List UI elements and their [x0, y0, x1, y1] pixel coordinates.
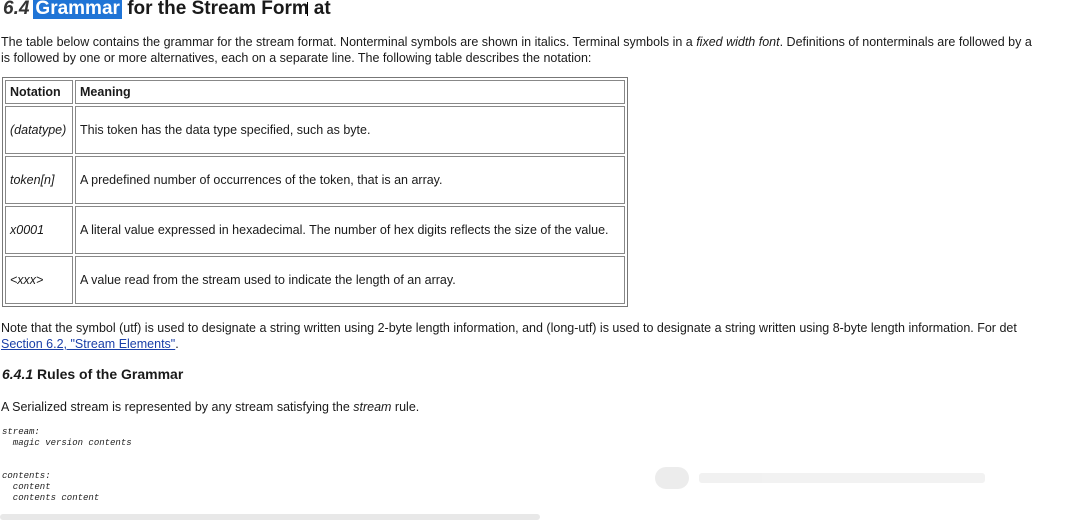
watermark-text-blur	[699, 473, 985, 483]
watermark	[655, 458, 985, 498]
table-row	[5, 106, 625, 154]
rules-intro-a: A Serialized stream is represented by any stream satisfying the	[1, 400, 354, 414]
subsection-title: Rules of the Grammar	[37, 366, 184, 382]
note-paragraph-line2	[1, 336, 179, 352]
meaning-cell: This token has the data type specified, such as byte.	[75, 106, 625, 154]
wechat-logo-icon	[655, 467, 689, 489]
intro-text-a: The table below contains the grammar for the stream format. Nonterminal symbols are shown in italics. Terminal symbols in a	[1, 35, 697, 49]
intro-text-b: . Definitions of nonterminals are followed by a	[779, 35, 1032, 49]
subsection-number: 6.4.1	[2, 366, 34, 382]
meaning-cell: A value read from the stream used to indicate the length of an array.	[75, 256, 625, 304]
horizontal-scrollbar[interactable]	[0, 514, 540, 520]
meaning-cell: A literal value expressed in hexadecimal. The number of hex digits reflects the size of the value.	[75, 206, 625, 254]
note-paragraph-line1: Note that the symbol (utf) is used to designate a string written using 2-byte length information, and (long-utf) is used to designate a string written using 8-byte length information. For det	[1, 321, 1017, 335]
meaning-cell: A predefined number of occurrences of the token, that is an array.	[75, 156, 625, 204]
section-number: 6.4	[3, 0, 30, 19]
text-cursor-icon	[307, 2, 314, 16]
section-heading	[3, 0, 331, 20]
code-block-stream: stream: magic version contents	[2, 427, 132, 448]
code-block-contents: contents: content contents content	[2, 471, 100, 503]
header-meaning: Meaning	[75, 80, 625, 104]
notation-table	[2, 77, 628, 307]
notation-cell: (datatype)	[5, 106, 73, 154]
table-row	[5, 256, 625, 304]
notation-cell: token[n]	[5, 156, 73, 204]
section-title-rest: for the Stream Form	[121, 0, 309, 19]
rules-intro-b: rule.	[391, 400, 420, 414]
table-header-row	[5, 80, 625, 104]
notation-cell: <xxx>	[5, 256, 73, 304]
rules-intro-italic: stream	[353, 400, 392, 414]
header-notation: Notation	[5, 80, 73, 104]
table-row	[5, 206, 625, 254]
subsection-heading	[2, 366, 183, 382]
rules-intro	[1, 399, 419, 415]
table-row	[5, 156, 625, 204]
section-title-end: at	[313, 0, 331, 19]
intro-paragraph-line1	[1, 34, 1032, 50]
intro-text-italic: fixed width font	[696, 35, 780, 49]
note-period: .	[175, 337, 179, 351]
stream-elements-link[interactable]: Section 6.2, "Stream Elements"	[1, 337, 176, 351]
selected-text[interactable]: Grammar	[35, 0, 120, 19]
notation-cell: x0001	[5, 206, 73, 254]
intro-paragraph-line2: is followed by one or more alternatives, each on a separate line. The following table describes the notation:	[1, 51, 592, 65]
